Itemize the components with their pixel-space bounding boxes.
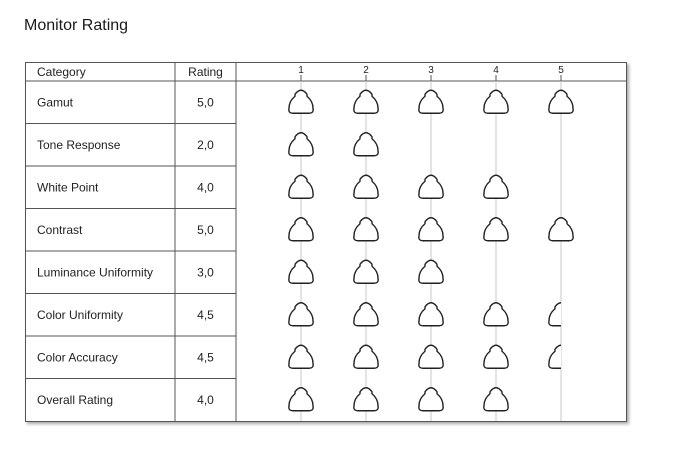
rating-value: 4,0 [197,392,214,407]
scale-tick-label: 3 [428,65,434,76]
chart-title: Monitor Rating [24,17,129,34]
rating-knob-icon [289,133,313,156]
knob-outline [354,90,378,113]
knob-outline [289,303,313,326]
rating-value: 4,5 [197,350,214,365]
knob-outline [289,345,313,368]
rating-knob-icon [419,388,443,411]
rating-knob-icon [354,345,378,368]
knob-outline [289,388,313,411]
knob-outline [419,218,443,241]
rating-chart [25,62,627,422]
rating-knob-icon [419,90,443,113]
scale-tick-label: 5 [558,65,564,76]
knob-outline [419,90,443,113]
rating-value: 2,0 [197,137,214,152]
category-label: Color Accuracy [37,350,118,365]
rating-knob-icon [549,218,573,241]
rating-value: 4,0 [197,180,214,195]
knob-outline [419,175,443,198]
category-label: Contrast [37,222,83,237]
rating-knob-icon [484,345,508,368]
rating-knob-icon [354,175,378,198]
rating-knob-icon [484,218,508,241]
knob-outline [354,345,378,368]
rating-knob-icon [354,218,378,241]
rating-knob-icon [354,133,378,156]
knob-outline [354,303,378,326]
rating-knob-icon [419,345,443,368]
knob-outline [419,345,443,368]
chart-layer [26,63,626,421]
category-label: Gamut [37,95,74,110]
knob-outline [484,218,508,241]
rating-value: 4,5 [197,307,214,322]
knob-outline [289,218,313,241]
category-label: White Point [37,180,99,195]
column-header-rating: Rating [188,65,223,79]
rating-knob-icon [354,303,378,326]
rating-knob-icon [419,175,443,198]
rating-knob-icon [289,345,313,368]
knob-outline [289,175,313,198]
rating-knob-icon [289,260,313,283]
knob-outline [354,133,378,156]
category-label: Tone Response [37,137,121,152]
category-label: Luminance Uniformity [37,265,154,280]
knob-outline [484,175,508,198]
knob-outline [549,90,573,113]
rating-knob-icon [354,388,378,411]
header-band [26,63,626,81]
column-header-category: Category [37,65,86,79]
rating-half-knob-icon [549,303,573,326]
knob-outline [289,133,313,156]
knob-outline [354,218,378,241]
half-knob-outline [549,345,573,368]
scale-tick-label: 1 [298,65,304,76]
rating-knob-icon [289,90,313,113]
knob-outline [419,303,443,326]
rating-knob-icon [419,303,443,326]
rating-knob-icon [484,90,508,113]
rating-knob-icon [289,388,313,411]
category-label: Overall Rating [37,392,114,407]
rating-knob-icon [484,388,508,411]
rating-knob-icon [419,260,443,283]
knob-outline [354,260,378,283]
rating-knob-icon [484,303,508,326]
rating-value: 3,0 [197,265,214,280]
knob-outline [484,345,508,368]
rating-knob-icon [484,175,508,198]
rating-knob-icon [354,90,378,113]
rating-knob-icon [289,303,313,326]
rating-knob-icon [289,218,313,241]
category-label: Color Uniformity [37,307,124,322]
knob-outline [484,303,508,326]
rating-half-knob-icon [549,345,573,368]
scale-tick-label: 2 [363,65,369,76]
knob-outline [484,388,508,411]
rating-knob-icon [289,175,313,198]
knob-outline [354,388,378,411]
scale-tick-label: 4 [493,65,499,76]
rating-value: 5,0 [197,95,214,110]
rating-knob-icon [354,260,378,283]
knob-outline [289,90,313,113]
half-knob-outline [549,303,573,326]
knob-outline [549,218,573,241]
knob-outline [419,260,443,283]
rating-knob-icon [419,218,443,241]
knob-outline [354,175,378,198]
knob-outline [289,260,313,283]
knob-outline [419,388,443,411]
rating-knob-icon [549,90,573,113]
rating-value: 5,0 [197,222,214,237]
knob-outline [484,90,508,113]
rating-chart-svg [26,63,626,421]
